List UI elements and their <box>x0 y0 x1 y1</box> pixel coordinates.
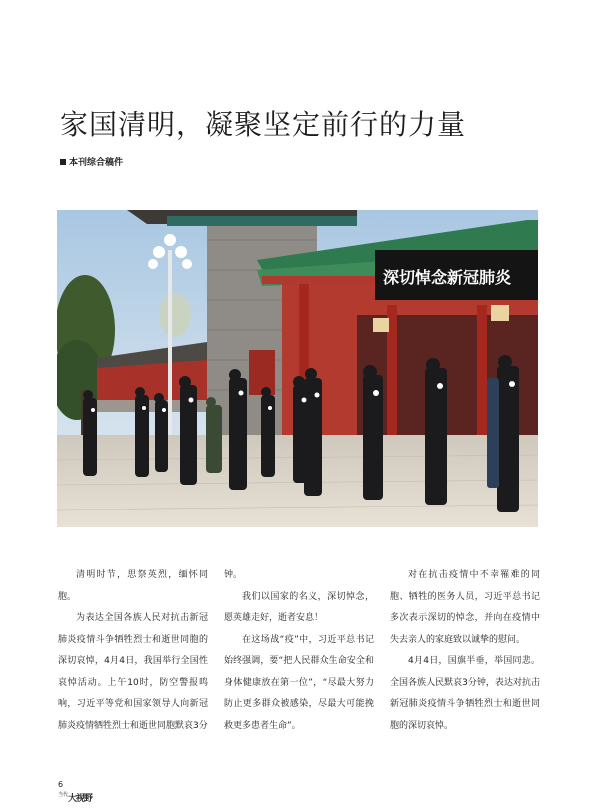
paragraph: 4月4日，国旗半垂，举国同悲。全国各族人民默哀3分钟，表达对抗击新冠肺炎疫情斗争牺牲烈士和逝世同胞的深切哀悼。 <box>390 656 540 731</box>
text-column-2 <box>224 565 374 737</box>
paragraph: 清明时节，思祭英烈，缅怀同胞。 <box>58 570 208 602</box>
square-bullet-icon <box>60 159 66 165</box>
text-column-3 <box>390 565 540 737</box>
byline <box>60 155 123 168</box>
text-column-1 <box>58 565 208 737</box>
page-number: 6 <box>58 780 64 789</box>
news-photo <box>57 210 538 527</box>
magazine-logo-small: 当代 <box>58 792 69 798</box>
magazine-logo <box>58 791 92 804</box>
byline-text: 本刊综合稿件 <box>69 158 124 168</box>
banner-text: 深切悼念新冠肺炎 <box>383 268 512 287</box>
paragraph: 对在抗击疫情中不幸罹难的同胞、牺牲的医务人员，习近平总书记多次表示深切的悼念，并向在疫情中失去亲人的家庭致以诚挚的慰问。 <box>390 570 540 645</box>
paragraph: 为表达全国各族人民对抗击新冠肺炎疫情斗争牺牲烈士和逝世同胞的深切哀悼，4月4日，我国举行全国性哀悼活动。上午10时，防空警报鸣响，习近平等党和国家领导人向新冠肺炎疫情牺牲烈士和逝世同胞默哀3分 <box>58 613 208 731</box>
paragraph: 我们以国家的名义，深切悼念，愿英雄走好，逝者安息！ <box>224 591 374 623</box>
paragraph: 钟。 <box>224 570 243 580</box>
magazine-logo-name: 大视野 <box>68 794 93 804</box>
paragraph: 在这场战“疫”中，习近平总书记始终强调，要“把人民群众生命安全和身体健康放在第一位”，“尽最大努力防止更多群众被感染，尽最大可能挽救更多患者生命”。 <box>224 634 374 731</box>
article-title: 家国清明，凝聚坚定前行的力量 <box>60 108 467 141</box>
